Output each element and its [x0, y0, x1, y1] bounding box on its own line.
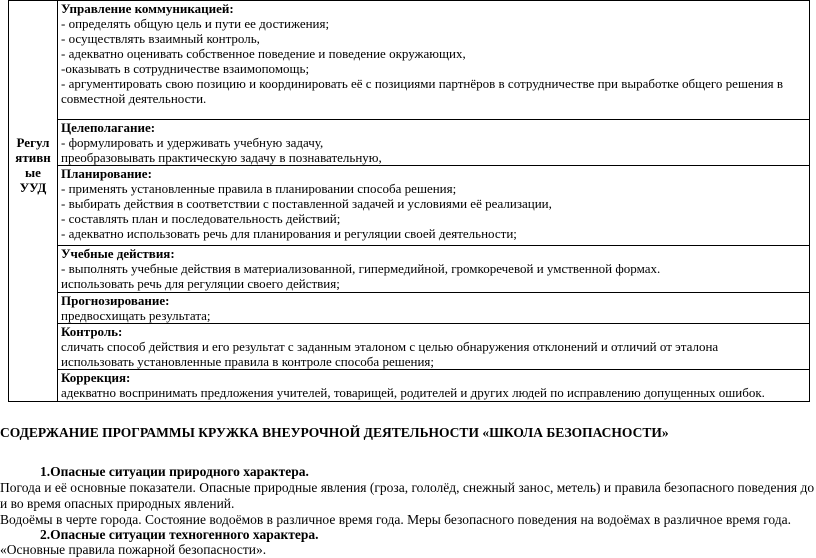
- row-heading: Прогнозирование:: [61, 293, 170, 308]
- category-line: УУД: [19, 180, 47, 195]
- row-line: - выполнять учебные действия в материализованной, гипермедийной, громкоречевой и умственной формах.: [61, 261, 661, 276]
- content-cell: [58, 324, 810, 370]
- row-line: - применять установленные правила в планировании способа решения;: [61, 181, 457, 196]
- topic-1-title: 1.Опасные ситуации природного характера.: [40, 464, 309, 479]
- topic-1-paragraph: Погода и её основные показатели. Опасные природные явления (гроза, гололёд, снежный занос, метель) и правила безопасного поведения до и во время опасных природных явлений.: [0, 480, 815, 511]
- content-cell: [58, 370, 810, 402]
- table-row: [9, 293, 810, 324]
- content-cell: [58, 1, 810, 120]
- row-line: адекватно воспринимать предложения учителей, товарищей, родителей и других людей по исправлению допущенных ошибок.: [61, 385, 765, 400]
- content-cell: [58, 120, 810, 166]
- table-row: [9, 370, 810, 402]
- content-cell: [58, 246, 810, 293]
- category-cell: [9, 1, 58, 402]
- row-heading: Учебные действия:: [61, 246, 175, 261]
- table-row: [9, 246, 810, 293]
- row-line: -оказывать в сотрудничестве взаимопомощь;: [61, 61, 310, 76]
- uud-table: [8, 0, 810, 402]
- category-line: Регул: [16, 135, 50, 150]
- row-line: - аргументировать свою позицию и координировать её с позициями партнёров в сотрудничестве при выработке общего решения в совместной деятельности.: [61, 76, 784, 106]
- topic-2-title: 2.Опасные ситуации техногенного характера.: [40, 527, 319, 542]
- row-line: предвосхищать результата;: [61, 308, 211, 323]
- row-line: преобразовывать практическую задачу в познавательную,: [61, 150, 382, 165]
- row-line: - формулировать и удерживать учебную задачу,: [61, 135, 324, 150]
- row-line: использовать установленные правила в контроле способа решения;: [61, 354, 434, 369]
- row-line: - адекватно оценивать собственное поведение и поведение окружающих,: [61, 46, 466, 61]
- category-line: ятивн: [15, 150, 51, 165]
- row-line: - осуществлять взаимный контроль,: [61, 31, 260, 46]
- row-line: сличать способ действия и его результат с заданным эталоном с целью обнаружения отклонений и отличий от эталона: [61, 339, 719, 354]
- table-row: [9, 324, 810, 370]
- section-title: СОДЕРЖАНИЕ ПРОГРАММЫ КРУЖКА ВНЕУРОЧНОЙ ДЕЯТЕЛЬНОСТИ «ШКОЛА БЕЗОПАСНОСТИ»: [0, 425, 669, 440]
- row-line: - выбирать действия в соответствии с поставленной задачей и условиями её реализации,: [61, 196, 552, 211]
- row-line: - определять общую цель и пути ее достижения;: [61, 16, 330, 31]
- row-line: - составлять план и последовательность действий;: [61, 211, 341, 226]
- topic-2-paragraph: «Основные правила пожарной безопасности».: [0, 542, 267, 557]
- category-line: ые: [25, 165, 41, 180]
- topic-1-paragraph: Водоёмы в черте города. Состояние водоёмов в различное время года. Меры безопасного поведения на водоёмах в различное время года.: [0, 512, 792, 527]
- table-row: [9, 166, 810, 246]
- row-heading: Планирование:: [61, 166, 152, 181]
- table-row: [9, 1, 810, 120]
- content-cell: [58, 166, 810, 246]
- row-heading: Коррекция:: [61, 370, 131, 385]
- row-heading: Целеполагание:: [61, 120, 156, 135]
- content-cell: [58, 293, 810, 324]
- row-line: - адекватно использовать речь для планирования и регуляции своей деятельности;: [61, 226, 517, 241]
- table-row: [9, 120, 810, 166]
- row-heading: Управление коммуникацией:: [61, 1, 234, 16]
- row-line: использовать речь для регуляции своего действия;: [61, 276, 340, 291]
- row-heading: Контроль:: [61, 324, 123, 339]
